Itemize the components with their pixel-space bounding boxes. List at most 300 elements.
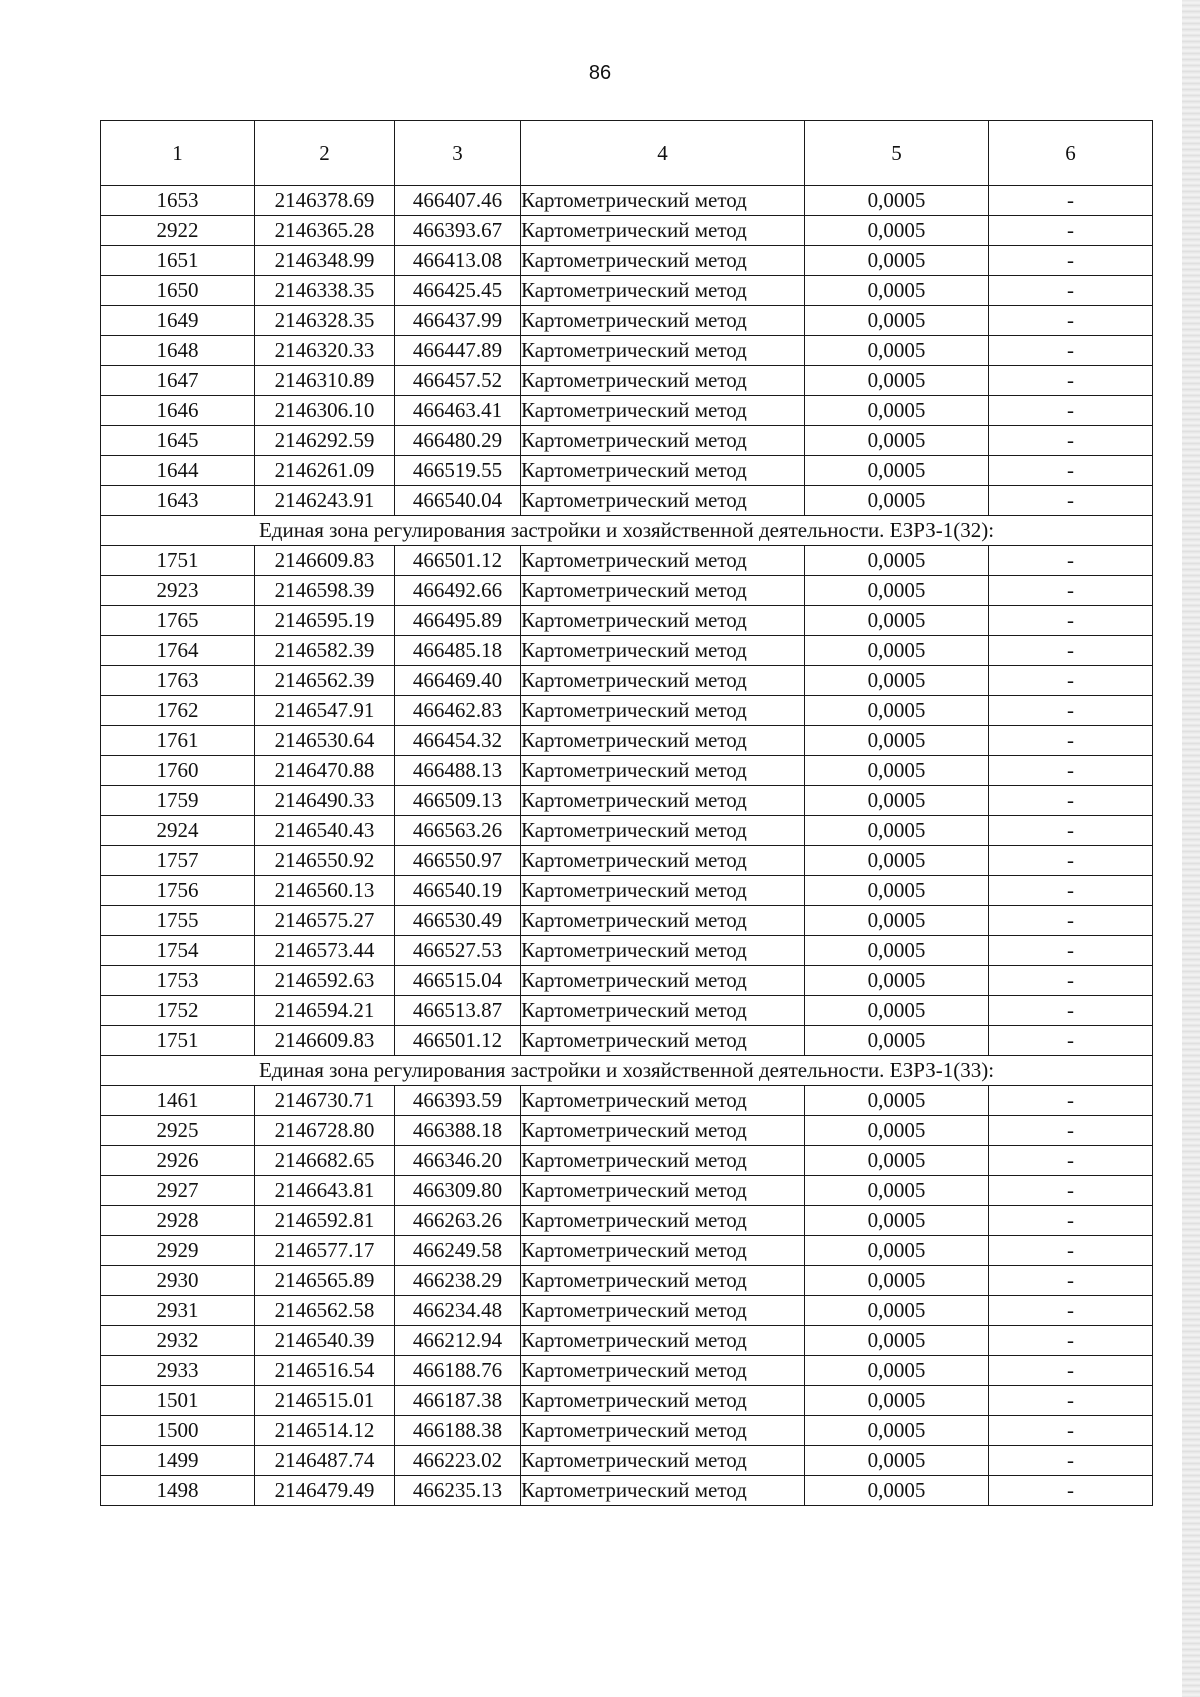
y-coordinate: 466407.46 xyxy=(395,186,521,216)
y-coordinate: 466413.08 xyxy=(395,246,521,276)
note: - xyxy=(989,1026,1153,1056)
point-number: 1653 xyxy=(101,186,255,216)
header-col-6: 6 xyxy=(989,121,1153,186)
accuracy: 0,0005 xyxy=(805,996,989,1026)
note: - xyxy=(989,456,1153,486)
table-row xyxy=(101,906,1153,936)
note: - xyxy=(989,876,1153,906)
table-row xyxy=(101,216,1153,246)
y-coordinate: 466501.12 xyxy=(395,546,521,576)
point-number: 1757 xyxy=(101,846,255,876)
note: - xyxy=(989,846,1153,876)
point-number: 1461 xyxy=(101,1086,255,1116)
point-number: 2932 xyxy=(101,1326,255,1356)
accuracy: 0,0005 xyxy=(805,816,989,846)
method: Картометрический метод xyxy=(521,636,805,666)
table-row xyxy=(101,306,1153,336)
note: - xyxy=(989,1236,1153,1266)
method: Картометрический метод xyxy=(521,1146,805,1176)
header-col-3: 3 xyxy=(395,121,521,186)
x-coordinate: 2146547.91 xyxy=(255,696,395,726)
accuracy: 0,0005 xyxy=(805,726,989,756)
accuracy: 0,0005 xyxy=(805,1326,989,1356)
method: Картометрический метод xyxy=(521,756,805,786)
note: - xyxy=(989,426,1153,456)
point-number: 2933 xyxy=(101,1356,255,1386)
accuracy: 0,0005 xyxy=(805,936,989,966)
y-coordinate: 466263.26 xyxy=(395,1206,521,1236)
accuracy: 0,0005 xyxy=(805,1236,989,1266)
point-number: 2931 xyxy=(101,1296,255,1326)
y-coordinate: 466462.83 xyxy=(395,696,521,726)
header-row xyxy=(101,121,1153,186)
accuracy: 0,0005 xyxy=(805,336,989,366)
note: - xyxy=(989,1296,1153,1326)
table-row xyxy=(101,816,1153,846)
note: - xyxy=(989,276,1153,306)
method: Картометрический метод xyxy=(521,426,805,456)
point-number: 1648 xyxy=(101,336,255,366)
point-number: 1763 xyxy=(101,666,255,696)
point-number: 1754 xyxy=(101,936,255,966)
note: - xyxy=(989,546,1153,576)
note: - xyxy=(989,216,1153,246)
method: Картометрический метод xyxy=(521,606,805,636)
method: Картометрический метод xyxy=(521,186,805,216)
table-row xyxy=(101,846,1153,876)
note: - xyxy=(989,576,1153,606)
method: Картометрический метод xyxy=(521,996,805,1026)
y-coordinate: 466509.13 xyxy=(395,786,521,816)
x-coordinate: 2146609.83 xyxy=(255,1026,395,1056)
accuracy: 0,0005 xyxy=(805,366,989,396)
x-coordinate: 2146573.44 xyxy=(255,936,395,966)
point-number: 1649 xyxy=(101,306,255,336)
accuracy: 0,0005 xyxy=(805,966,989,996)
note: - xyxy=(989,1266,1153,1296)
note: - xyxy=(989,1176,1153,1206)
y-coordinate: 466437.99 xyxy=(395,306,521,336)
method: Картометрический метод xyxy=(521,1296,805,1326)
point-number: 2923 xyxy=(101,576,255,606)
x-coordinate: 2146562.39 xyxy=(255,666,395,696)
accuracy: 0,0005 xyxy=(805,756,989,786)
point-number: 1500 xyxy=(101,1416,255,1446)
table-row xyxy=(101,1266,1153,1296)
note: - xyxy=(989,1386,1153,1416)
table-row xyxy=(101,756,1153,786)
table-row xyxy=(101,936,1153,966)
x-coordinate: 2146682.65 xyxy=(255,1146,395,1176)
y-coordinate: 466513.87 xyxy=(395,996,521,1026)
accuracy: 0,0005 xyxy=(805,546,989,576)
y-coordinate: 466309.80 xyxy=(395,1176,521,1206)
point-number: 1645 xyxy=(101,426,255,456)
method: Картометрический метод xyxy=(521,786,805,816)
y-coordinate: 466463.41 xyxy=(395,396,521,426)
accuracy: 0,0005 xyxy=(805,186,989,216)
y-coordinate: 466187.38 xyxy=(395,1386,521,1416)
method: Картометрический метод xyxy=(521,486,805,516)
table-row xyxy=(101,1026,1153,1056)
accuracy: 0,0005 xyxy=(805,786,989,816)
method: Картометрический метод xyxy=(521,696,805,726)
method: Картометрический метод xyxy=(521,1326,805,1356)
note: - xyxy=(989,636,1153,666)
point-number: 2930 xyxy=(101,1266,255,1296)
y-coordinate: 466515.04 xyxy=(395,966,521,996)
note: - xyxy=(989,486,1153,516)
accuracy: 0,0005 xyxy=(805,246,989,276)
y-coordinate: 466495.89 xyxy=(395,606,521,636)
point-number: 1650 xyxy=(101,276,255,306)
x-coordinate: 2146261.09 xyxy=(255,456,395,486)
method: Картометрический метод xyxy=(521,396,805,426)
section-title-row xyxy=(101,1056,1153,1086)
x-coordinate: 2146594.21 xyxy=(255,996,395,1026)
note: - xyxy=(989,336,1153,366)
note: - xyxy=(989,756,1153,786)
note: - xyxy=(989,1086,1153,1116)
method: Картометрический метод xyxy=(521,1116,805,1146)
method: Картометрический метод xyxy=(521,1176,805,1206)
table-row xyxy=(101,456,1153,486)
y-coordinate: 466550.97 xyxy=(395,846,521,876)
point-number: 1499 xyxy=(101,1446,255,1476)
x-coordinate: 2146306.10 xyxy=(255,396,395,426)
section-title: Единая зона регулирования застройки и хозяйственной деятельности. ЕЗРЗ-1(33): xyxy=(101,1056,1153,1086)
note: - xyxy=(989,696,1153,726)
method: Картометрический метод xyxy=(521,1386,805,1416)
note: - xyxy=(989,246,1153,276)
note: - xyxy=(989,906,1153,936)
table-row xyxy=(101,546,1153,576)
x-coordinate: 2146562.58 xyxy=(255,1296,395,1326)
x-coordinate: 2146565.89 xyxy=(255,1266,395,1296)
table-row xyxy=(101,1116,1153,1146)
point-number: 1761 xyxy=(101,726,255,756)
accuracy: 0,0005 xyxy=(805,636,989,666)
x-coordinate: 2146540.39 xyxy=(255,1326,395,1356)
method: Картометрический метод xyxy=(521,1026,805,1056)
table-row xyxy=(101,246,1153,276)
point-number: 1762 xyxy=(101,696,255,726)
method: Картометрический метод xyxy=(521,1206,805,1236)
accuracy: 0,0005 xyxy=(805,1116,989,1146)
y-coordinate: 466492.66 xyxy=(395,576,521,606)
table-row xyxy=(101,1146,1153,1176)
point-number: 1751 xyxy=(101,546,255,576)
y-coordinate: 466223.02 xyxy=(395,1446,521,1476)
method: Картометрический метод xyxy=(521,906,805,936)
y-coordinate: 466480.29 xyxy=(395,426,521,456)
header-col-4: 4 xyxy=(521,121,805,186)
method: Картометрический метод xyxy=(521,1086,805,1116)
header-col-2: 2 xyxy=(255,121,395,186)
accuracy: 0,0005 xyxy=(805,486,989,516)
y-coordinate: 466454.32 xyxy=(395,726,521,756)
method: Картометрический метод xyxy=(521,1356,805,1386)
x-coordinate: 2146243.91 xyxy=(255,486,395,516)
table-row xyxy=(101,366,1153,396)
y-coordinate: 466519.55 xyxy=(395,456,521,486)
point-number: 2922 xyxy=(101,216,255,246)
table-row xyxy=(101,1446,1153,1476)
x-coordinate: 2146540.43 xyxy=(255,816,395,846)
note: - xyxy=(989,936,1153,966)
point-number: 1751 xyxy=(101,1026,255,1056)
x-coordinate: 2146292.59 xyxy=(255,426,395,456)
accuracy: 0,0005 xyxy=(805,1356,989,1386)
point-number: 1647 xyxy=(101,366,255,396)
point-number: 1498 xyxy=(101,1476,255,1506)
note: - xyxy=(989,306,1153,336)
method: Картометрический метод xyxy=(521,336,805,366)
x-coordinate: 2146728.80 xyxy=(255,1116,395,1146)
table-row xyxy=(101,966,1153,996)
method: Картометрический метод xyxy=(521,846,805,876)
method: Картометрический метод xyxy=(521,966,805,996)
x-coordinate: 2146595.19 xyxy=(255,606,395,636)
accuracy: 0,0005 xyxy=(805,426,989,456)
method: Картометрический метод xyxy=(521,1266,805,1296)
method: Картометрический метод xyxy=(521,456,805,486)
y-coordinate: 466457.52 xyxy=(395,366,521,396)
table-row xyxy=(101,1296,1153,1326)
x-coordinate: 2146530.64 xyxy=(255,726,395,756)
accuracy: 0,0005 xyxy=(805,1176,989,1206)
table-row xyxy=(101,1236,1153,1266)
point-number: 1501 xyxy=(101,1386,255,1416)
point-number: 1759 xyxy=(101,786,255,816)
accuracy: 0,0005 xyxy=(805,906,989,936)
point-number: 1755 xyxy=(101,906,255,936)
x-coordinate: 2146560.13 xyxy=(255,876,395,906)
table-row xyxy=(101,636,1153,666)
table-row xyxy=(101,1086,1153,1116)
scan-edge xyxy=(1182,0,1200,1697)
point-number: 1646 xyxy=(101,396,255,426)
y-coordinate: 466425.45 xyxy=(395,276,521,306)
method: Картометрический метод xyxy=(521,876,805,906)
note: - xyxy=(989,396,1153,426)
x-coordinate: 2146582.39 xyxy=(255,636,395,666)
table-row xyxy=(101,486,1153,516)
x-coordinate: 2146592.81 xyxy=(255,1206,395,1236)
note: - xyxy=(989,1446,1153,1476)
x-coordinate: 2146490.33 xyxy=(255,786,395,816)
point-number: 1756 xyxy=(101,876,255,906)
table-row xyxy=(101,336,1153,366)
note: - xyxy=(989,1416,1153,1446)
point-number: 1765 xyxy=(101,606,255,636)
table-row xyxy=(101,1326,1153,1356)
x-coordinate: 2146348.99 xyxy=(255,246,395,276)
point-number: 2926 xyxy=(101,1146,255,1176)
method: Картометрический метод xyxy=(521,816,805,846)
y-coordinate: 466234.48 xyxy=(395,1296,521,1326)
note: - xyxy=(989,816,1153,846)
accuracy: 0,0005 xyxy=(805,1296,989,1326)
accuracy: 0,0005 xyxy=(805,276,989,306)
accuracy: 0,0005 xyxy=(805,1026,989,1056)
accuracy: 0,0005 xyxy=(805,1206,989,1236)
point-number: 1651 xyxy=(101,246,255,276)
method: Картометрический метод xyxy=(521,216,805,246)
x-coordinate: 2146365.28 xyxy=(255,216,395,246)
y-coordinate: 466527.53 xyxy=(395,936,521,966)
x-coordinate: 2146515.01 xyxy=(255,1386,395,1416)
point-number: 2925 xyxy=(101,1116,255,1146)
table-row xyxy=(101,696,1153,726)
table-row xyxy=(101,186,1153,216)
method: Картометрический метод xyxy=(521,666,805,696)
note: - xyxy=(989,1116,1153,1146)
table-row xyxy=(101,726,1153,756)
table-row xyxy=(101,396,1153,426)
x-coordinate: 2146550.92 xyxy=(255,846,395,876)
method: Картометрический метод xyxy=(521,546,805,576)
point-number: 1643 xyxy=(101,486,255,516)
note: - xyxy=(989,786,1153,816)
note: - xyxy=(989,996,1153,1026)
method: Картометрический метод xyxy=(521,1446,805,1476)
x-coordinate: 2146470.88 xyxy=(255,756,395,786)
method: Картометрический метод xyxy=(521,306,805,336)
table-row xyxy=(101,1476,1153,1506)
method: Картометрический метод xyxy=(521,1416,805,1446)
method: Картометрический метод xyxy=(521,936,805,966)
note: - xyxy=(989,1206,1153,1236)
method: Картометрический метод xyxy=(521,1236,805,1266)
accuracy: 0,0005 xyxy=(805,1386,989,1416)
note: - xyxy=(989,1356,1153,1386)
x-coordinate: 2146378.69 xyxy=(255,186,395,216)
y-coordinate: 466249.58 xyxy=(395,1236,521,1266)
point-number: 1760 xyxy=(101,756,255,786)
x-coordinate: 2146310.89 xyxy=(255,366,395,396)
table-row xyxy=(101,1416,1153,1446)
point-number: 1752 xyxy=(101,996,255,1026)
x-coordinate: 2146609.83 xyxy=(255,546,395,576)
y-coordinate: 466530.49 xyxy=(395,906,521,936)
y-coordinate: 466212.94 xyxy=(395,1326,521,1356)
table-row xyxy=(101,876,1153,906)
point-number: 1753 xyxy=(101,966,255,996)
method: Картометрический метод xyxy=(521,366,805,396)
x-coordinate: 2146514.12 xyxy=(255,1416,395,1446)
x-coordinate: 2146598.39 xyxy=(255,576,395,606)
table-row xyxy=(101,1356,1153,1386)
note: - xyxy=(989,1476,1153,1506)
x-coordinate: 2146328.35 xyxy=(255,306,395,336)
table-row xyxy=(101,576,1153,606)
x-coordinate: 2146575.27 xyxy=(255,906,395,936)
method: Картометрический метод xyxy=(521,1476,805,1506)
accuracy: 0,0005 xyxy=(805,1086,989,1116)
accuracy: 0,0005 xyxy=(805,1146,989,1176)
point-number: 2924 xyxy=(101,816,255,846)
accuracy: 0,0005 xyxy=(805,456,989,486)
x-coordinate: 2146479.49 xyxy=(255,1476,395,1506)
table-row xyxy=(101,786,1153,816)
method: Картометрический метод xyxy=(521,726,805,756)
note: - xyxy=(989,366,1153,396)
x-coordinate: 2146730.71 xyxy=(255,1086,395,1116)
y-coordinate: 466469.40 xyxy=(395,666,521,696)
point-number: 2928 xyxy=(101,1206,255,1236)
accuracy: 0,0005 xyxy=(805,216,989,246)
table-body xyxy=(101,186,1153,1506)
y-coordinate: 466346.20 xyxy=(395,1146,521,1176)
y-coordinate: 466447.89 xyxy=(395,336,521,366)
x-coordinate: 2146338.35 xyxy=(255,276,395,306)
accuracy: 0,0005 xyxy=(805,306,989,336)
y-coordinate: 466540.19 xyxy=(395,876,521,906)
accuracy: 0,0005 xyxy=(805,1416,989,1446)
y-coordinate: 466388.18 xyxy=(395,1116,521,1146)
note: - xyxy=(989,726,1153,756)
accuracy: 0,0005 xyxy=(805,876,989,906)
page-number: 86 xyxy=(588,62,612,84)
note: - xyxy=(989,1326,1153,1356)
header-col-1: 1 xyxy=(101,121,255,186)
table-row xyxy=(101,1176,1153,1206)
accuracy: 0,0005 xyxy=(805,666,989,696)
note: - xyxy=(989,666,1153,696)
table-row xyxy=(101,426,1153,456)
method: Картометрический метод xyxy=(521,576,805,606)
method: Картометрический метод xyxy=(521,246,805,276)
y-coordinate: 466488.13 xyxy=(395,756,521,786)
x-coordinate: 2146487.74 xyxy=(255,1446,395,1476)
y-coordinate: 466485.18 xyxy=(395,636,521,666)
x-coordinate: 2146516.54 xyxy=(255,1356,395,1386)
note: - xyxy=(989,186,1153,216)
x-coordinate: 2146643.81 xyxy=(255,1176,395,1206)
table-row xyxy=(101,1206,1153,1236)
y-coordinate: 466563.26 xyxy=(395,816,521,846)
table-row xyxy=(101,666,1153,696)
x-coordinate: 2146592.63 xyxy=(255,966,395,996)
accuracy: 0,0005 xyxy=(805,1446,989,1476)
accuracy: 0,0005 xyxy=(805,846,989,876)
coordinates-table xyxy=(100,120,1153,1506)
accuracy: 0,0005 xyxy=(805,576,989,606)
accuracy: 0,0005 xyxy=(805,696,989,726)
y-coordinate: 466238.29 xyxy=(395,1266,521,1296)
point-number: 1764 xyxy=(101,636,255,666)
y-coordinate: 466540.04 xyxy=(395,486,521,516)
table-row xyxy=(101,996,1153,1026)
y-coordinate: 466393.59 xyxy=(395,1086,521,1116)
note: - xyxy=(989,966,1153,996)
table-header xyxy=(101,121,1153,186)
x-coordinate: 2146320.33 xyxy=(255,336,395,366)
point-number: 1644 xyxy=(101,456,255,486)
accuracy: 0,0005 xyxy=(805,606,989,636)
point-number: 2929 xyxy=(101,1236,255,1266)
note: - xyxy=(989,1146,1153,1176)
point-number: 2927 xyxy=(101,1176,255,1206)
y-coordinate: 466188.76 xyxy=(395,1356,521,1386)
header-col-5: 5 xyxy=(805,121,989,186)
y-coordinate: 466501.12 xyxy=(395,1026,521,1056)
accuracy: 0,0005 xyxy=(805,1266,989,1296)
note: - xyxy=(989,606,1153,636)
y-coordinate: 466393.67 xyxy=(395,216,521,246)
table-row xyxy=(101,1386,1153,1416)
